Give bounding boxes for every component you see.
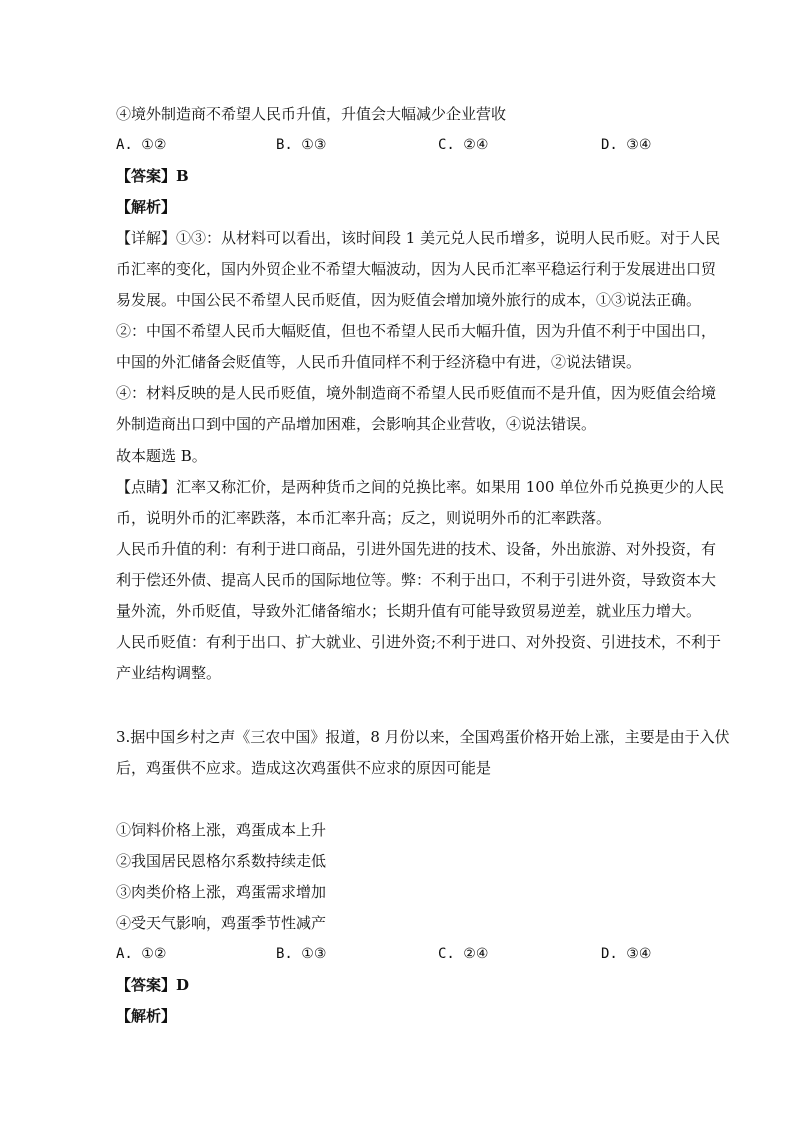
q3-item: ①饲料价格上涨，鸡蛋成本上升 (116, 821, 327, 839)
q3-item: ④受天气影响，鸡蛋季节性减产 (116, 914, 327, 932)
q2-item-4: ④境外制造商不希望人民币升值，升值会大幅减少企业营收 (116, 105, 507, 123)
comment-line: 【点睛】汇率又称汇价，是两种货币之间的兑换比率。如果用 100 单位外币兑换更少的人民 (116, 478, 725, 496)
comment-line: 量外流，外币贬值，导致外汇储备缩水；长期升值有可能导致贸易逆差，就业压力增大。 (116, 602, 702, 620)
q2-analysis-heading: 【解析】 (116, 198, 177, 216)
comment-line: 产业结构调整。 (116, 664, 222, 682)
comment-line: 人民币贬值：有利于出口、扩大就业、引进外资;不利于进口、对外投资、引进技术，不利于 (116, 633, 722, 651)
q2-option-c: C. ②④ (438, 137, 489, 153)
detail-line: 币汇率的变化，国内外贸企业不希望大幅波动，因为人民币汇率平稳运行利于发展进出口贸 (116, 260, 717, 278)
detail-line: 易发展。中国公民不希望人民币贬值，因为贬值会增加境外旅行的成本，①③说法正确。 (116, 291, 702, 309)
q3-analysis-heading: 【解析】 (116, 1007, 177, 1025)
q3-stem-line: 后，鸡蛋供不应求。造成这次鸡蛋供不应求的原因可能是 (116, 759, 492, 777)
comment-line: 人民币升值的利：有利于进口商品，引进外国先进的技术、设备，外出旅游、对外投资，有 (116, 540, 717, 558)
detail-line: ②：中国不希望人民币大幅贬值，但也不希望人民币大幅升值，因为升值不利于中国出口， (116, 322, 717, 340)
detail-line: 外制造商出口到中国的产品增加困难，会影响其企业营收，④说法错误。 (116, 415, 597, 433)
q3-option-b: B. ①③ (276, 946, 327, 962)
comment-line: 利于偿还外债、提高人民币的国际地位等。弊：不利于出口，不利于引进外资，导致资本大 (116, 571, 717, 589)
detail-line: 中国的外汇储备会贬值等，人民币升值同样不利于经济稳中有进，②说法错误。 (116, 353, 642, 371)
detail-line: 故本题选 B。 (116, 447, 207, 465)
q2-option-b: B. ①③ (276, 137, 327, 153)
detail-line: ④：材料反映的是人民币贬值，境外制造商不希望人民币贬值而不是升值，因为贬值会给境 (116, 384, 717, 402)
q3-option-d: D. ③④ (601, 946, 652, 962)
q3-option-a: A. ①② (116, 946, 167, 962)
q2-option-a: A. ①② (116, 137, 167, 153)
q3-option-c: C. ②④ (438, 946, 489, 962)
detail-line: 【详解】①③：从材料可以看出，该时间段 1 美元兑人民币增多，说明人民币贬。对于人民 (116, 229, 721, 247)
q2-answer: 【答案】B (116, 167, 189, 185)
q3-item: ③肉类价格上涨，鸡蛋需求增加 (116, 883, 327, 901)
comment-line: 币，说明外币的汇率跌落，本币汇率升高；反之，则说明外币的汇率跌落。 (116, 509, 612, 527)
q2-option-d: D. ③④ (601, 137, 652, 153)
q3-stem-line: 3.据中国乡村之声《三农中国》报道，8 月份以来，全国鸡蛋价格开始上涨，主要是由于入伏 (116, 728, 730, 746)
q3-item: ②我国居民恩格尔系数持续走低 (116, 852, 327, 870)
q3-answer: 【答案】D (116, 976, 190, 994)
